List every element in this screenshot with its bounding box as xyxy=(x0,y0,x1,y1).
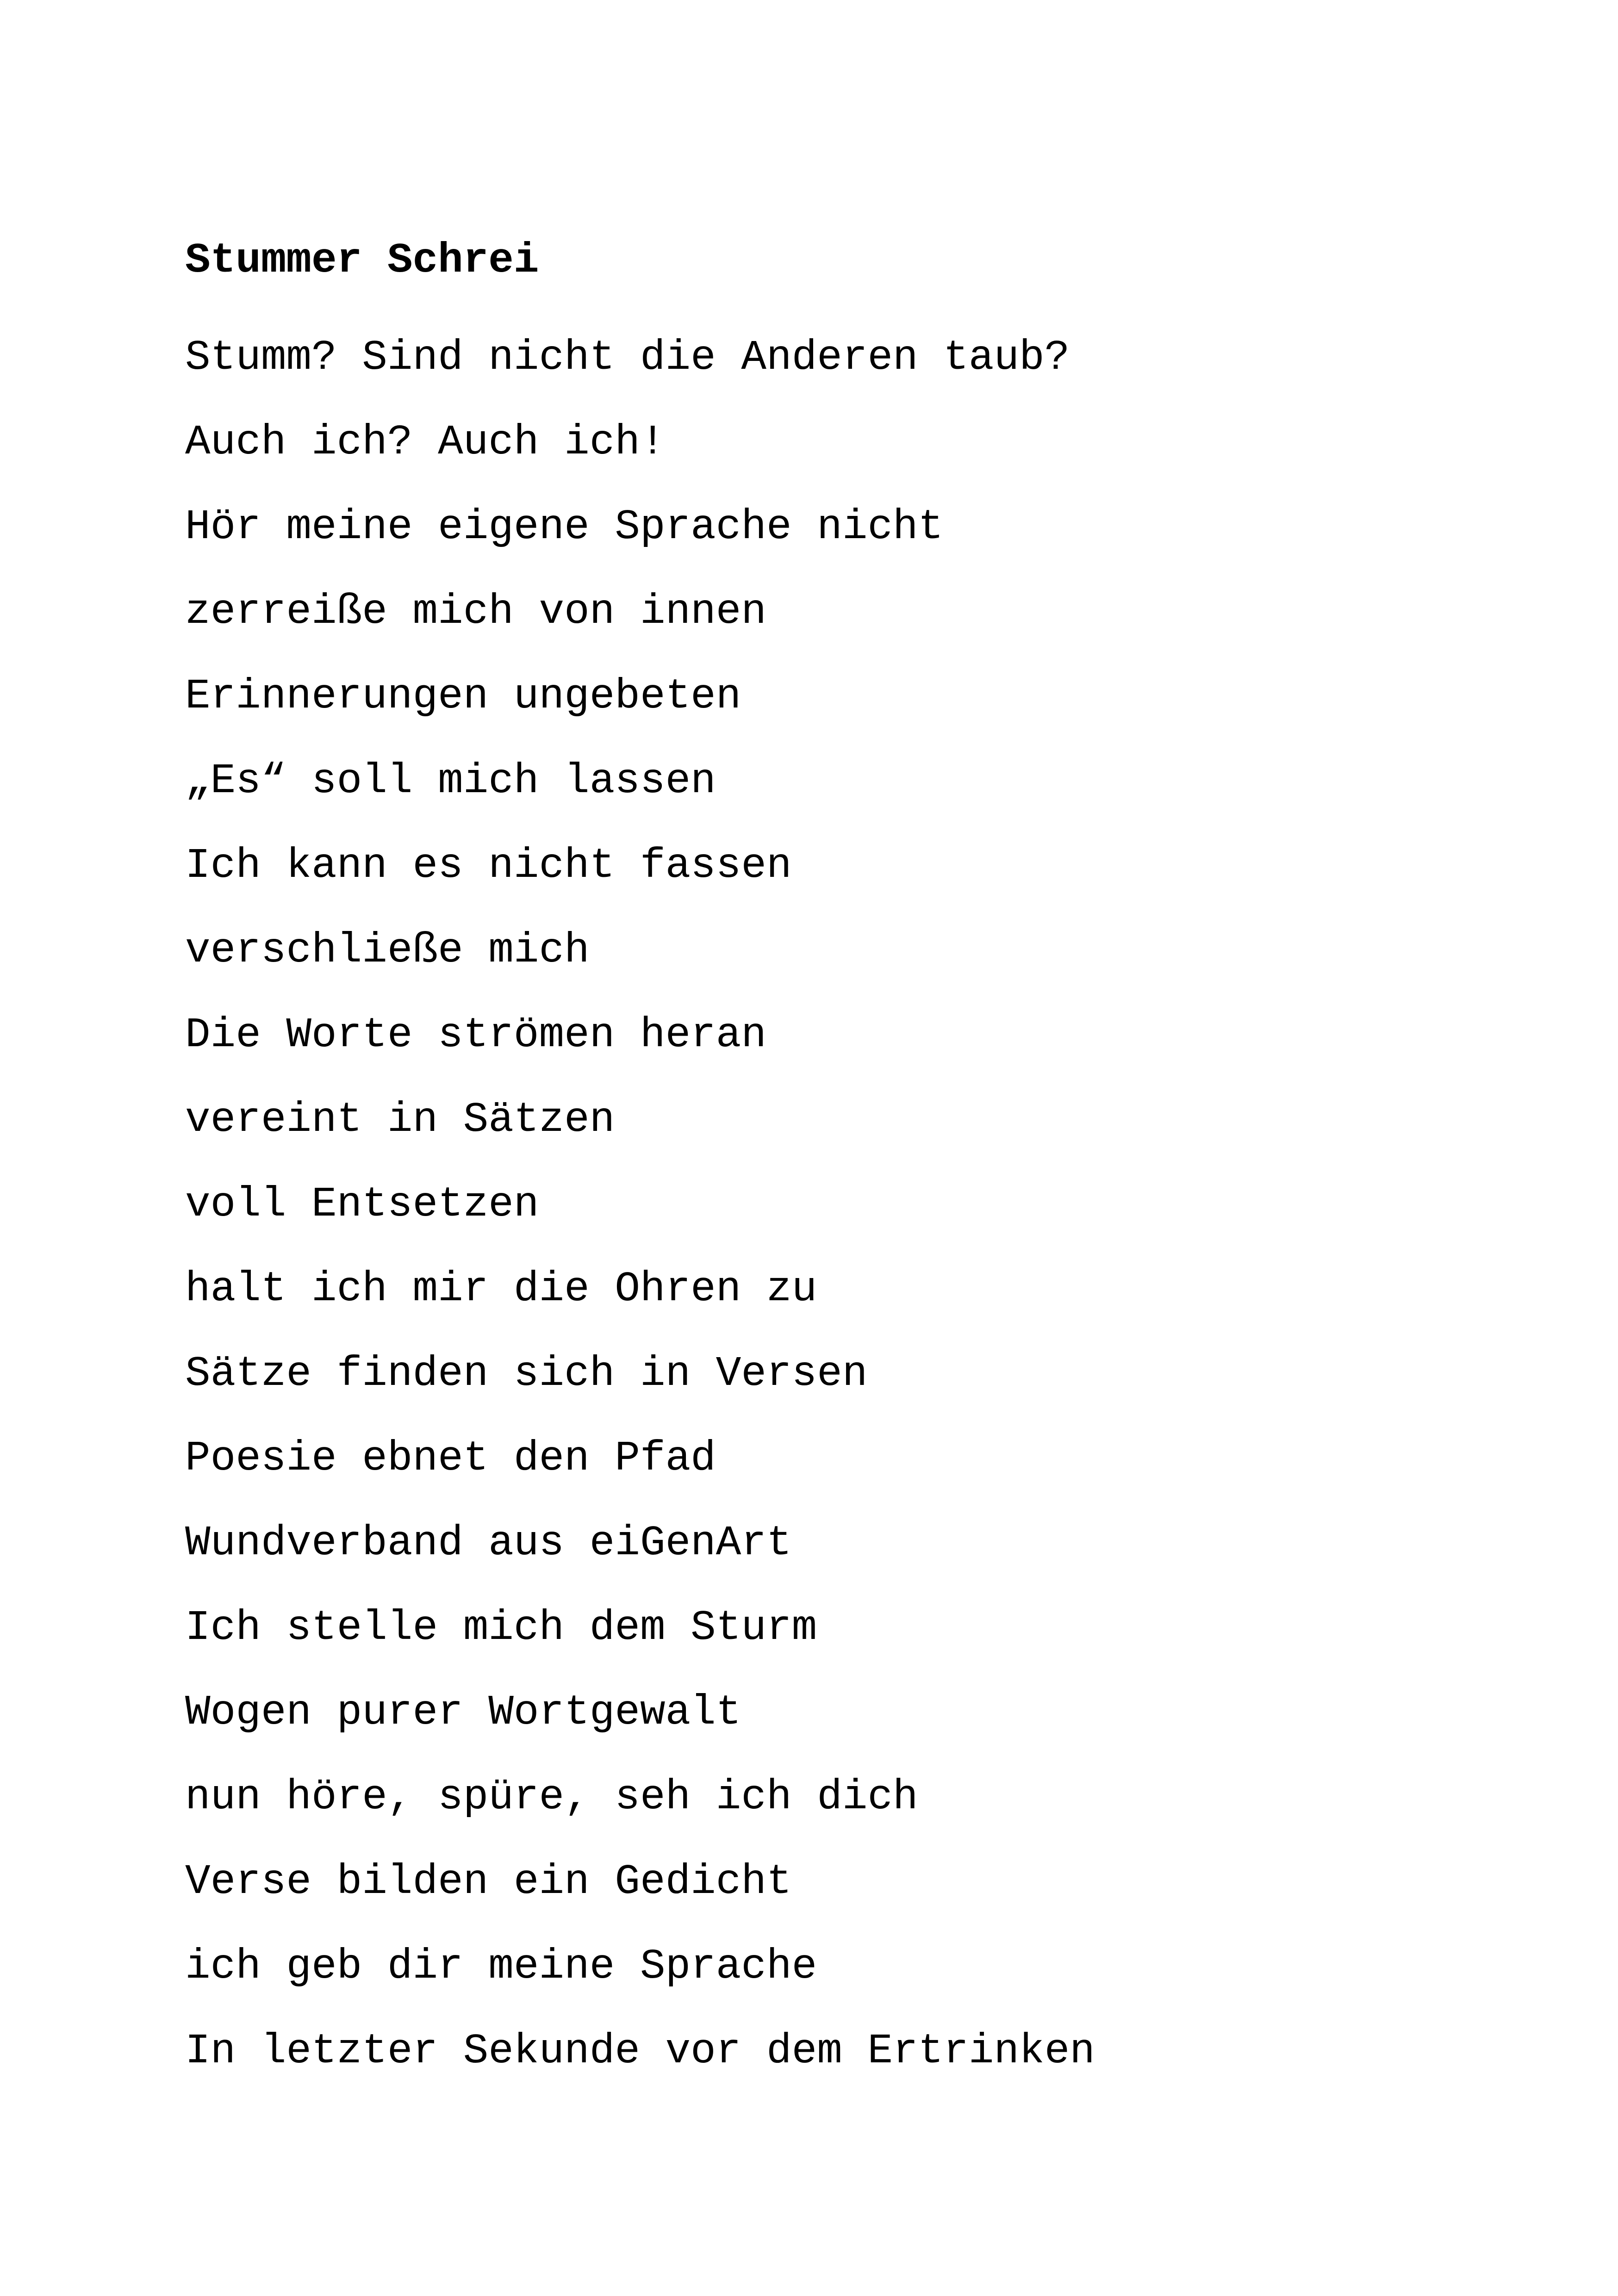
poem-line: Stumm? Sind nicht die Anderen taub? xyxy=(185,334,1070,382)
poem-line: nun höre, spüre, seh ich dich xyxy=(185,1774,918,1821)
poem-line: Poesie ebnet den Pfad xyxy=(185,1435,716,1483)
poem-line: voll Entsetzen xyxy=(185,1181,539,1229)
poem-line: verschließe mich xyxy=(185,927,590,974)
poem-line: zerreiße mich von innen xyxy=(185,588,767,636)
poem-line: Die Worte strömen heran xyxy=(185,1011,767,1059)
poem-line: „Es“ soll mich lassen xyxy=(185,757,716,805)
poem-lines xyxy=(185,316,1574,2094)
poem-line: Verse bilden ein Gedicht xyxy=(185,1858,792,1906)
poem-line: Wogen purer Wortgewalt xyxy=(185,1689,741,1737)
poem-line: Wundverband aus eiGenArt xyxy=(185,1520,792,1567)
poem-line: vereint in Sätzen xyxy=(185,1096,615,1144)
poem-line: Auch ich? Auch ich! xyxy=(185,419,666,466)
poem-line: ich geb dir meine Sprache xyxy=(185,1943,817,1991)
poem-line: Ich stelle mich dem Sturm xyxy=(185,1604,817,1652)
poem-line: Hör meine eigene Sprache nicht xyxy=(185,503,944,551)
poem-line: Erinnerungen ungebeten xyxy=(185,673,741,720)
poem xyxy=(185,231,1574,2094)
poem-line: In letzter Sekunde vor dem Ertrinken xyxy=(185,2028,1095,2075)
poem-line: Ich kann es nicht fassen xyxy=(185,842,792,890)
poem-line: Sätze finden sich in Versen xyxy=(185,1350,868,1398)
poem-title: Stummer Schrei xyxy=(185,237,539,285)
poem-line: halt ich mir die Ohren zu xyxy=(185,1266,817,1313)
